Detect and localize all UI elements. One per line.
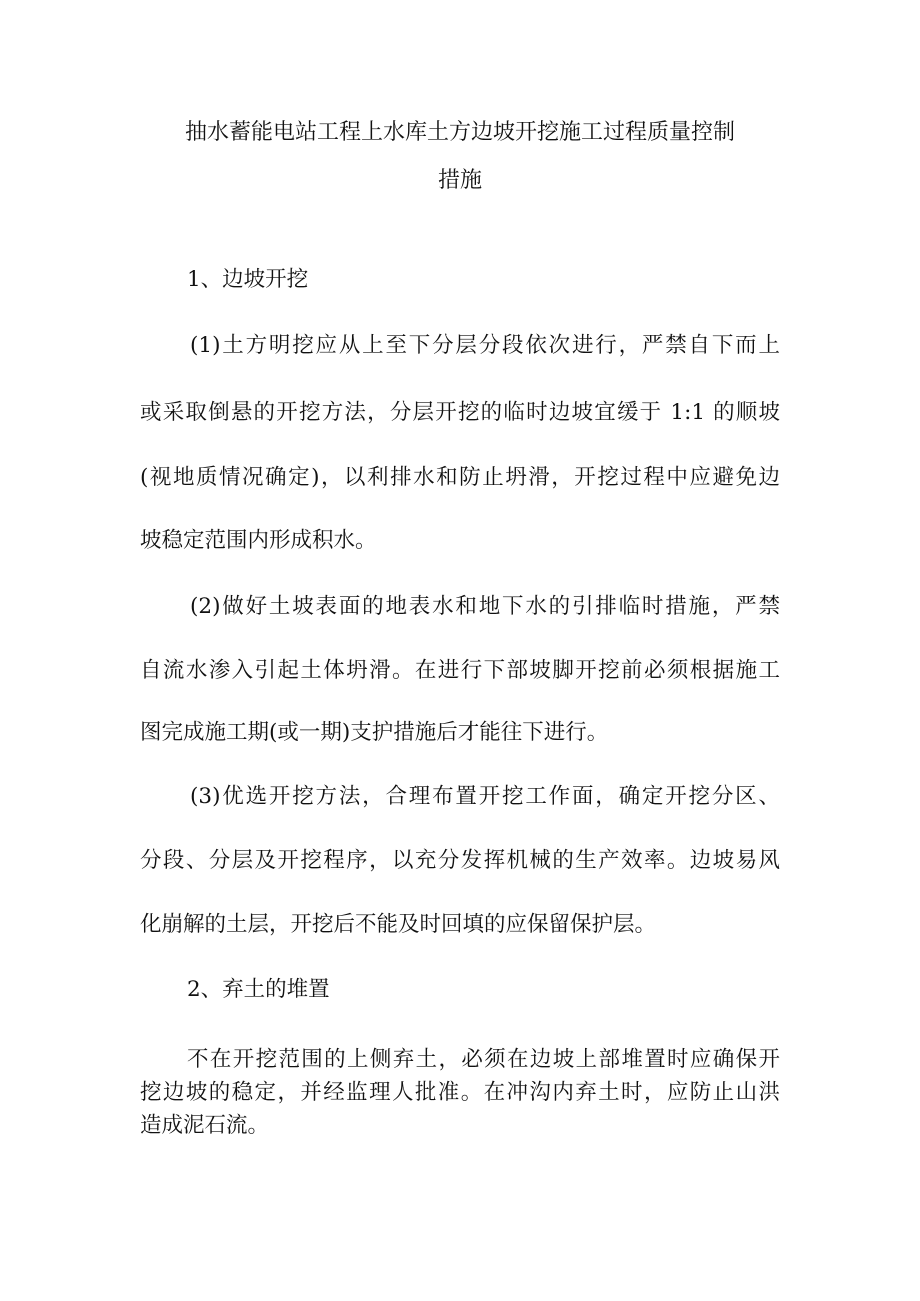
paragraph-4-line-1: 不在开挖范围的上侧弃土，必须在边坡上部堆置时应确保开 xyxy=(187,1047,780,1072)
paragraph-3-line-1: (3)优选开挖方法，合理布置开挖工作面，确定开挖分区、 xyxy=(190,784,780,809)
paragraph-2-line-2: 自流水渗入引起土体坍滑。在进行下部坡脚开挖前必须根据施工 xyxy=(140,658,780,683)
paragraph-2-line-3: 图完成施工期(或一期)支护措施后才能往下进行。 xyxy=(140,720,609,745)
document-title-line-1: 抽水蓄能电站工程上水库土方边坡开挖施工过程质量控制 xyxy=(184,120,735,145)
document-title-line-2: 措施 xyxy=(437,168,482,193)
paragraph-3-line-3: 化崩解的土层，开挖后不能及时回填的应保留保护层。 xyxy=(140,912,657,937)
section-heading-spoil-disposal: 2、弃土的堆置 xyxy=(187,977,330,1002)
section-heading-slope-excavation: 1、边坡开挖 xyxy=(187,267,309,292)
paragraph-1-line-1: (1)土方明挖应从上至下分层分段依次进行，严禁自下而上 xyxy=(190,333,780,358)
paragraph-1-line-2: 或采取倒悬的开挖方法，分层开挖的临时边坡宜缓于 1:1 的顺坡 xyxy=(140,400,780,425)
paragraph-4-line-2: 挖边坡的稳定，并经监理人批准。在冲沟内弃土时，应防止山洪 xyxy=(140,1080,780,1105)
paragraph-1-line-3: (视地质情况确定)，以利排水和防止坍滑，开挖过程中应避免边 xyxy=(140,465,780,490)
paragraph-2-line-1: (2)做好土坡表面的地表水和地下水的引排临时措施，严禁 xyxy=(190,594,780,619)
paragraph-1-line-4: 坡稳定范围内形成积水。 xyxy=(140,528,377,553)
paragraph-3-line-2: 分段、分层及开挖程序，以充分发挥机械的生产效率。边坡易风 xyxy=(140,848,780,873)
paragraph-4-line-3: 造成泥石流。 xyxy=(140,1113,270,1138)
